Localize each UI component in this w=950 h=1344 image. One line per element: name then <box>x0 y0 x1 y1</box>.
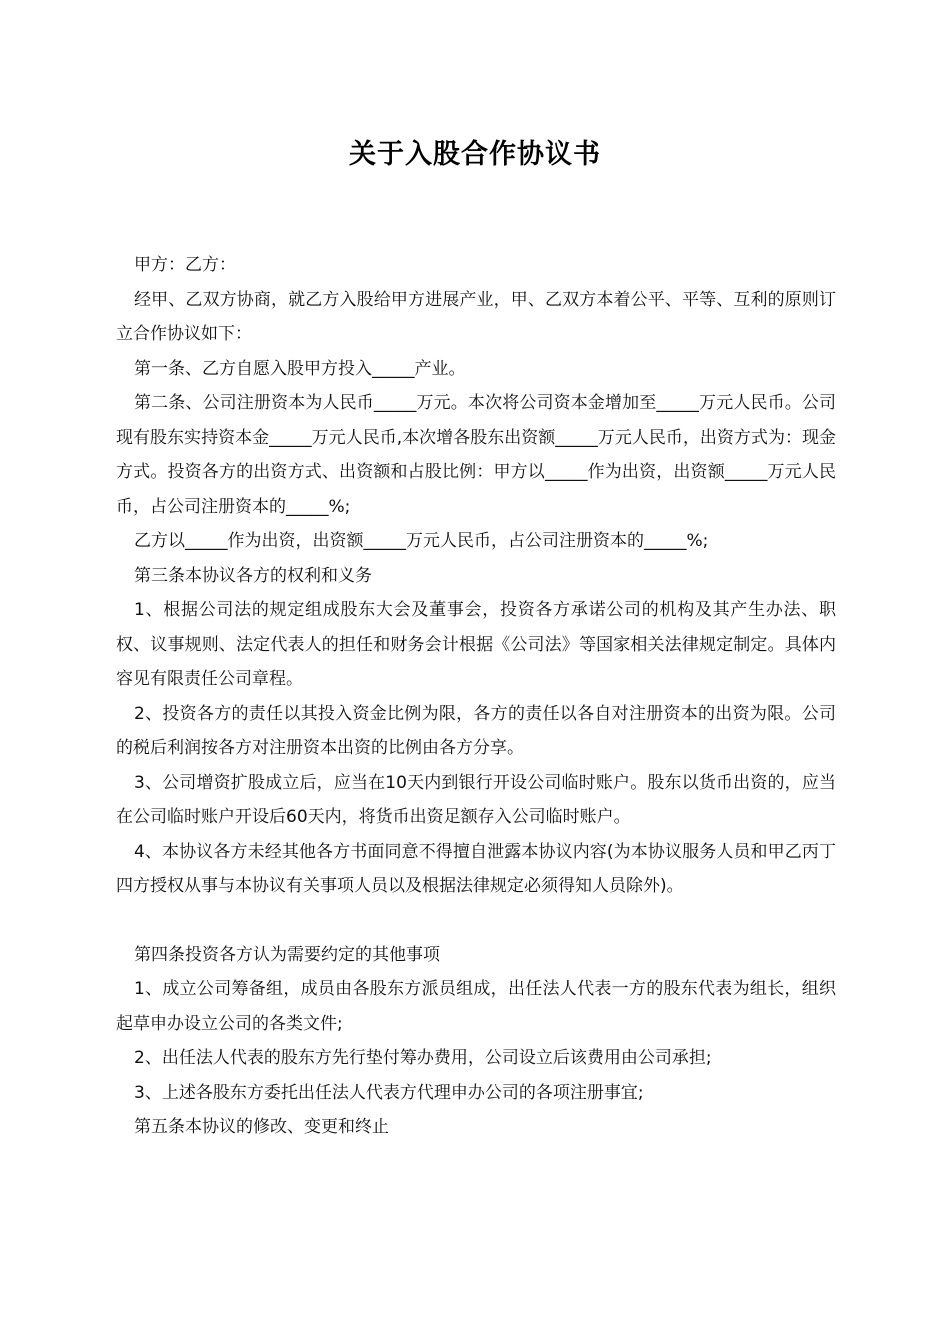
article-5-heading: 第五条本协议的修改、变更和终止 <box>134 1117 389 1137</box>
article-3-heading: 第三条本协议各方的权利和义务 <box>134 565 372 586</box>
document-title: 关于入股合作协议书 <box>349 139 601 170</box>
article-1-paragraph: 第一条、乙方自愿入股甲方投入_____产业。 <box>134 358 466 379</box>
article-4-item-1: 1、成立公司筹备组，成员由各股东方派员组成，出任法人代表一方的股东代表为组长，组织起草申办设立公司的各类文件; <box>116 979 836 1034</box>
article-4-item-3: 3、上述各股东方委托出任法人代表方代理申办公司的各项注册事宜; <box>134 1082 644 1103</box>
paragraph-spacer <box>116 904 836 938</box>
article-4-item-2: 2、出任法人代表的股东方先行垫付筹办费用，公司设立后该费用由公司承担; <box>134 1048 712 1068</box>
article-3-item-3: 3、公司增资扩股成立后，应当在10天内到银行开设公司临时账户。股东以货币出资的，应当在公司临时账户开设后60天内，将货币出资足额存入公司临时账户。 <box>116 772 836 827</box>
article-3-item-1: 1、根据公司法的规定组成股东大会及董事会，投资各方承诺公司的机构及其产生办法、职权、议事规则、法定代表人的担任和财务会计根据《公司法》等国家相关法律规定制定。具体内容见有限责任公司章程。 <box>116 600 836 689</box>
article-2-paragraph: 第二条、公司注册资本为人民币_____万元。本次将公司资本金增加至_____万元人民币。公司现有股东实持资本金_____万元人民币,本次增各股东出资额_____万元人民币，出资方式为：现金方式。投资各方的出资方式、出资额和占股比例：甲方以_____作为出资，出资额_____万元人民币，占公司注册资本的_____%; <box>116 393 836 517</box>
article-4-heading: 第四条投资各方认为需要约定的其他事项 <box>134 944 440 965</box>
article-2-party-b-paragraph: 乙方以_____作为出资，出资额_____万元人民币，占公司注册资本的_____%; <box>134 531 709 551</box>
document-body <box>116 248 836 1145</box>
preamble-paragraph: 经甲、乙双方协商，就乙方入股给甲方进展产业，甲、乙双方本着公平、平等、互利的原则订立合作协议如下： <box>116 289 836 344</box>
parties-line: 甲方：乙方： <box>134 255 236 275</box>
article-3-item-4: 4、本协议各方未经其他各方书面同意不得擅自泄露本协议内容(为本协议服务人员和甲乙丙丁四方授权从事与本协议有关事项人员以及根据法律规定必须得知人员除外)。 <box>116 841 836 896</box>
article-3-item-2: 2、投资各方的责任以其投入资金比例为限，各方的责任以各自对注册资本的出资为限。公司的税后利润按各方对注册资本出资的比例由各方分享。 <box>116 703 836 758</box>
